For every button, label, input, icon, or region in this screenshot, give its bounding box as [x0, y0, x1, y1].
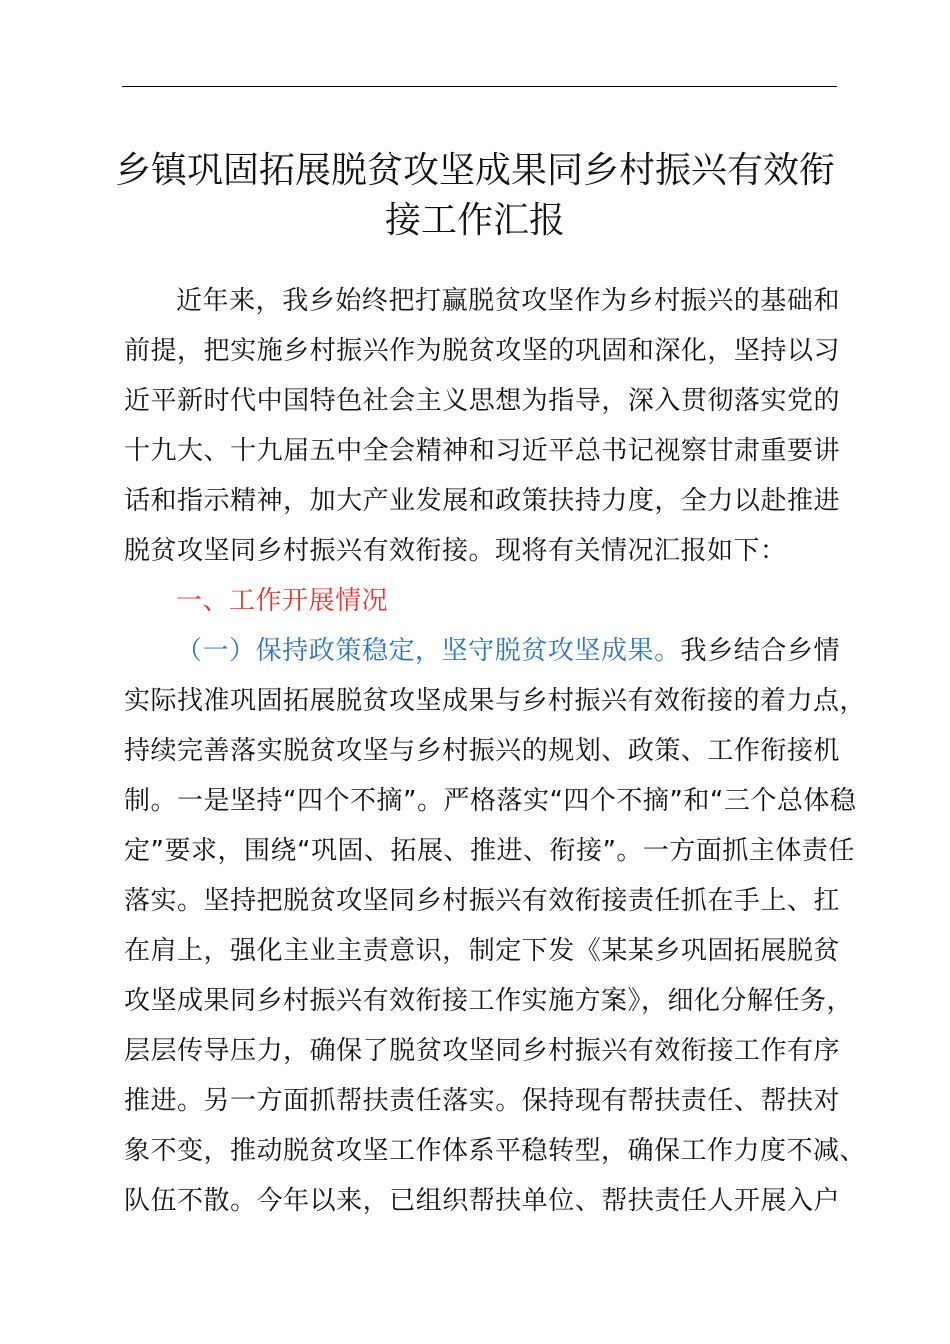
section-heading: 一、工作开展情况	[176, 586, 389, 616]
subsection-first-line-text: 我乡结合乡情	[680, 636, 840, 666]
body-line-4: 定”要求，围绕“巩固、拓展、推进、衔接”。一方面抓主体责任	[124, 836, 855, 866]
intro-line-1: 近年来，我乡始终把打赢脱贫攻坚作为乡村振兴的基础和	[176, 286, 840, 316]
body-line-8: 层层传导压力，确保了脱贫攻坚同乡村振兴有效衔接工作有序	[124, 1036, 840, 1066]
intro-line-6: 脱贫攻坚同乡村振兴有效衔接。现将有关情况汇报如下：	[124, 536, 787, 566]
subsection-first-line	[124, 626, 840, 676]
body-line-11: 队伍不散。今年以来，已组织帮扶单位、帮扶责任人开展入户	[124, 1186, 840, 1216]
header-rule	[122, 86, 837, 87]
document-title	[100, 146, 850, 246]
subsection-heading: （一）保持政策稳定，坚守脱贫攻坚成果。	[176, 636, 681, 666]
body-line-3: 制。一是坚持“四个不摘”。严格落实“四个不摘”和“三个总体稳	[124, 786, 857, 816]
title-line-2: 接工作汇报	[384, 200, 565, 241]
body-line-6: 在肩上，强化主业主责意识，制定下发《某某乡巩固拓展脱贫	[124, 936, 840, 966]
body-line-7: 攻坚成果同乡村振兴有效衔接工作实施方案》，细化分解任务，	[124, 986, 854, 1016]
body-line-9: 推进。另一方面抓帮扶责任落实。保持现有帮扶责任、帮扶对	[124, 1086, 840, 1116]
title-line-1: 乡镇巩固拓展脱贫攻坚成果同乡村振兴有效衔	[114, 150, 835, 191]
body-line-5: 落实。坚持把脱贫攻坚同乡村振兴有效衔接责任抓在手上、扛	[124, 886, 840, 916]
intro-line-4: 十九大、十九届五中全会精神和习近平总书记视察甘肃重要讲	[124, 436, 840, 466]
intro-line-2: 前提，把实施乡村振兴作为脱贫攻坚的巩固和深化，坚持以习	[124, 336, 840, 366]
body-line-2: 持续完善落实脱贫攻坚与乡村振兴的规划、政策、工作衔接机	[124, 736, 840, 766]
intro-line-5: 话和指示精神，加大产业发展和政策扶持力度，全力以赴推进	[124, 486, 840, 516]
body-line-10: 象不变，推动脱贫攻坚工作体系平稳转型，确保工作力度不减、	[124, 1136, 867, 1166]
body-line-1: 实际找准巩固拓展脱贫攻坚成果与乡村振兴有效衔接的着力点，	[124, 686, 867, 716]
intro-line-3: 近平新时代中国特色社会主义思想为指导，深入贯彻落实党的	[124, 386, 840, 416]
document-body	[124, 276, 867, 1226]
